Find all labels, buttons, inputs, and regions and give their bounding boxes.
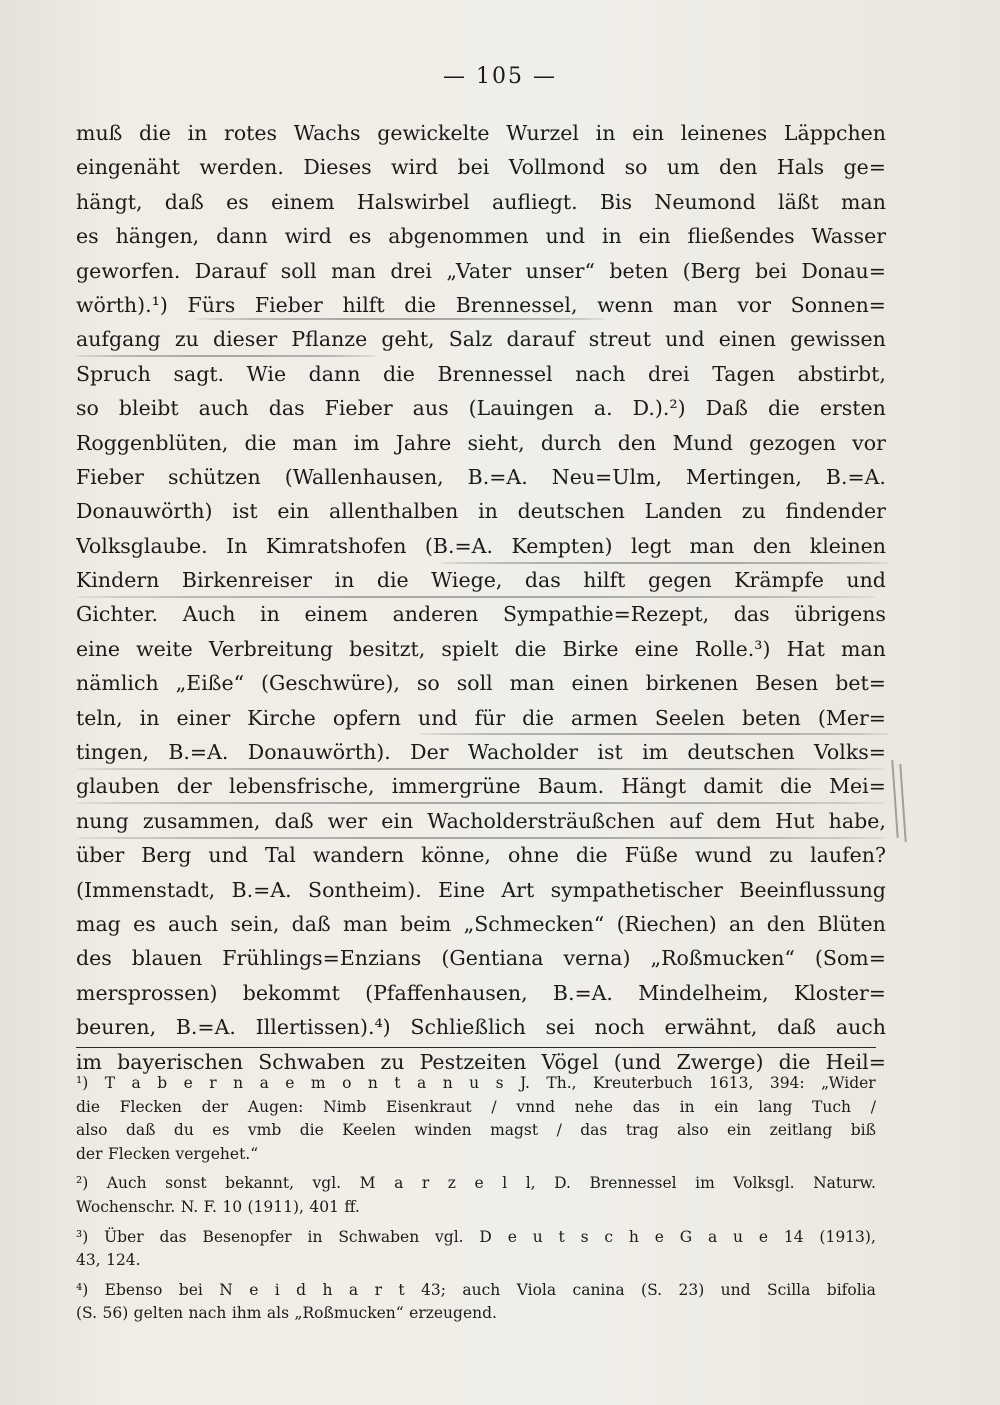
pencil-underline xyxy=(76,596,876,598)
text-line: geworfen. Darauf soll man drei „Vater unser“ beten (Berg bei Donau= xyxy=(76,258,886,283)
text-line: über Berg und Tal wandern könne, ohne die Füße wund zu laufen? xyxy=(76,843,886,868)
text-line: Kindern Birkenreiser in die Wiege, das hilft gegen Krämpfe und xyxy=(76,568,886,593)
text-line: Volksglaube. In Kimratshofen (B.=A. Kempten) legt man den kleinen xyxy=(76,533,886,558)
footnote-line: (S. 56) gelten nach ihm als „Roßmucken“ erzeugend. xyxy=(76,1304,497,1323)
footnote-line: ²) Auch sonst bekannt, vgl. M a r z e l l, D. Brennessel im Volksgl. Naturw. xyxy=(76,1174,876,1193)
text-line: wörth).¹) Fürs Fieber hilft die Brennessel, wenn man vor Sonnen= xyxy=(76,292,886,317)
text-line: teln, in einer Kirche opfern und für die armen Seelen beten (Mer= xyxy=(76,705,886,730)
text-line: Roggenblüten, die man im Jahre sieht, durch den Mund gezogen vor xyxy=(76,430,886,455)
text-line: eingenäht werden. Dieses wird bei Vollmond so um den Hals ge= xyxy=(76,155,886,180)
text-line: beuren, B.=A. Illertissen).⁴) Schließlich sei noch erwähnt, daß auch xyxy=(76,1015,886,1040)
text-line: es hängen, dann wird es abgenommen und in ein fließendes Wasser xyxy=(76,224,886,249)
pencil-margin-mark xyxy=(891,760,898,838)
text-line: Gichter. Auch in einem anderen Sympathie=Rezept, das übrigens xyxy=(76,602,886,627)
text-line: muß die in rotes Wachs gewickelte Wurzel in ein leinenes Läppchen xyxy=(76,121,886,145)
pencil-margin-mark xyxy=(899,764,906,842)
text-line: so bleibt auch das Fieber aus (Lauingen a. D.).²) Daß die ersten xyxy=(76,396,886,421)
footnotes xyxy=(76,1072,876,1326)
footnote-line: ⁴) Ebenso bei N e i d h a r t 43; auch Viola canina (S. 23) und Scilla bifolia xyxy=(76,1280,876,1299)
text-line: Donauwörth) ist ein allenthalben in deutschen Landen zu findender xyxy=(76,499,886,524)
text-line: mag es auch sein, daß man beim „Schmecken“ (Riechen) an den Blüten xyxy=(76,911,886,936)
footnote-line: 43, 124. xyxy=(76,1251,141,1270)
text-line: hängt, daß es einem Halswirbel aufliegt. Bis Neumond läßt man xyxy=(76,189,886,214)
text-line: glauben der lebensfrische, immergrüne Baum. Hängt damit die Mei= xyxy=(76,774,886,799)
footnote-line: ³) Über das Besenopfer in Schwaben vgl. D e u t s c h e G a u e 14 (1913), xyxy=(76,1227,876,1246)
text-line: (Immenstadt, B.=A. Sontheim). Eine Art sympathetischer Beeinflussung xyxy=(76,877,886,902)
footnote-line: Wochenschr. N. F. 10 (1911), 401 ff. xyxy=(76,1197,360,1216)
text-line: im bayerischen Schwaben zu Pestzeiten Vögel (und Zwerge) die Heil= xyxy=(76,1049,886,1074)
pencil-underline xyxy=(76,768,886,770)
pencil-underline xyxy=(440,562,890,564)
text-line: aufgang zu dieser Pflanze geht, Salz darauf streut und einen gewissen xyxy=(76,327,886,352)
pencil-underline xyxy=(196,318,606,320)
text-line: mersprossen) bekommt (Pfaffenhausen, B.=A. Mindelheim, Kloster= xyxy=(76,980,886,1005)
text-line: nämlich „Eiße“ (Geschwüre), so soll man einen birkenen Besen bet= xyxy=(76,671,886,696)
text-line: eine weite Verbreitung besitzt, spielt die Birke eine Rolle.³) Hat man xyxy=(76,636,886,661)
footnote-line: ¹) T a b e r n a e m o n t a n u s J. Th., Kreuterbuch 1613, 394: „Wider xyxy=(76,1074,876,1092)
footnote-rule xyxy=(76,1047,876,1048)
footnote-line: die Flecken der Augen: Nimb Eisenkraut / vnnd nehe das in ein lang Tuch / xyxy=(76,1097,876,1116)
text-line: des blauen Frühlings=Enzians (Gentiana verna) „Roßmucken“ (Som= xyxy=(76,946,886,971)
pencil-underline xyxy=(76,355,376,357)
text-line: Fieber schützen (Wallenhausen, B.=A. Neu=Ulm, Mertingen, B.=A. xyxy=(76,464,886,489)
pencil-underline xyxy=(420,733,890,735)
footnote-line: der Flecken vergehet.“ xyxy=(76,1144,259,1163)
pencil-underline xyxy=(76,802,886,804)
page-number: — 105 — xyxy=(443,64,557,89)
text-line: nung zusammen, daß wer ein Wacholdersträußchen auf dem Hut habe, xyxy=(76,808,886,833)
pencil-underline xyxy=(76,837,886,839)
text-line: tingen, B.=A. Donauwörth). Der Wacholder ist im deutschen Volks= xyxy=(76,740,886,765)
footnote-line: also daß du es vmb die Keelen winden magst / das trag also ein zeitlang biß xyxy=(76,1121,876,1140)
text-line: Spruch sagt. Wie dann die Brennessel nach drei Tagen abstirbt, xyxy=(76,361,886,386)
